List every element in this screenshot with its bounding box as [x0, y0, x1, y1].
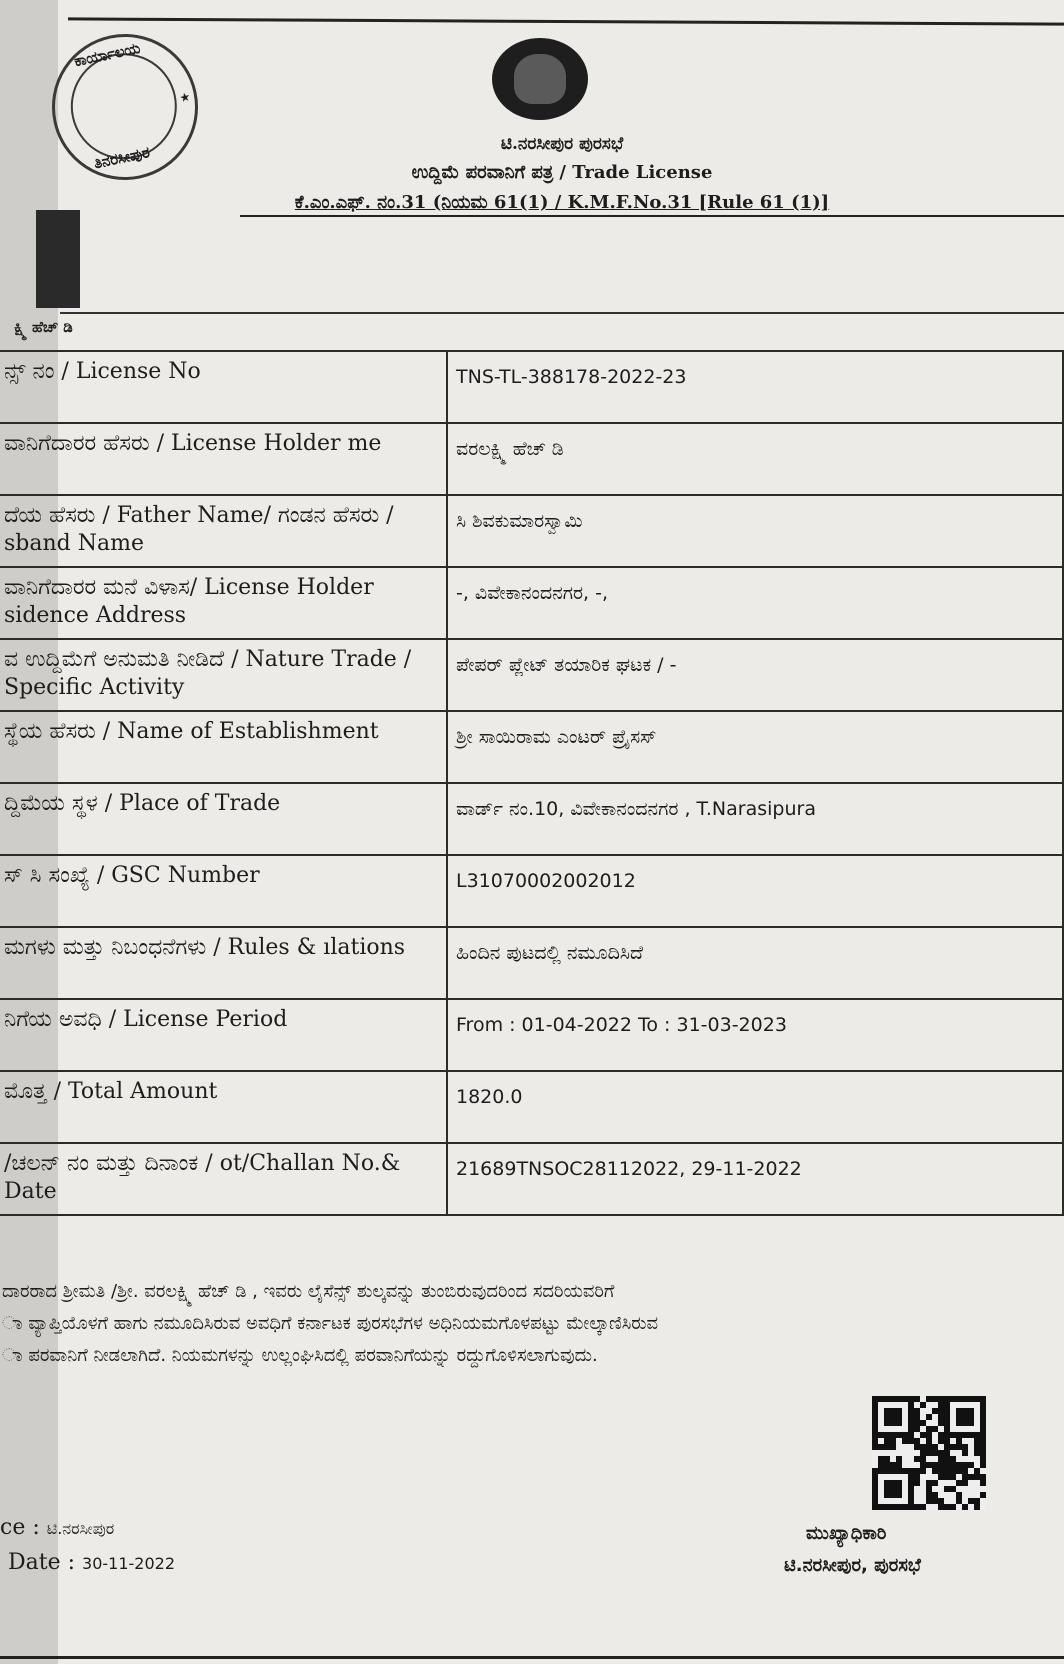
field-value: 21689TNSOC28112022, 29-11-2022: [447, 1143, 1063, 1215]
qr-module: [902, 1426, 908, 1432]
field-value: -, ವಿವೇಕಾನಂದನಗರ, -,: [447, 567, 1063, 639]
place-label: ce :: [0, 1515, 47, 1540]
section-divider: [60, 312, 1064, 314]
qr-module: [974, 1426, 980, 1432]
form-reference: ಕೆ.ಎಂ.ಎಫ್. ನಂ.31 (ನಿಯಮ 61(1) / K.M.F.No.31 [Rule 61 (1)]: [294, 192, 830, 213]
table-row: [0, 855, 1063, 927]
table-row: [0, 927, 1063, 999]
field-label: /ಚಲನ್ ನಂ ಮತ್ತು ದಿನಾಂಕ / ot/Challan No.& Date: [0, 1143, 447, 1215]
field-value: ಸಿ ಶಿವಕುಮಾರಸ್ವಾಮಿ: [447, 495, 1063, 567]
emblem-core: [514, 54, 566, 104]
table-row: [0, 639, 1063, 711]
field-label: ಸ್ ಸಿ ಸಂಖ್ಯೆ / GSC Number: [0, 855, 447, 927]
table-row: [0, 999, 1063, 1071]
qr-module: [920, 1438, 926, 1444]
place-line: [0, 1515, 114, 1540]
document-title: ಉದ್ದಿಮೆ ಪರವಾನಿಗೆ ಪತ್ರ / Trade License: [411, 162, 713, 183]
seal-top-text: ಕಾರ್ಯಾಲಯ: [72, 38, 142, 71]
qr-module: [878, 1438, 884, 1444]
field-label: ದ್ದಿಮೆಯ ಸ್ಥಳ / Place of Trade: [0, 783, 447, 855]
signer-title: ಮುಖ್ಯಾಧಿಕಾರಿ: [806, 1523, 887, 1544]
field-value: 1820.0: [447, 1071, 1063, 1143]
table-row: [0, 711, 1063, 783]
qr-module: [980, 1486, 986, 1492]
qr-module: [890, 1456, 896, 1462]
qr-module: [902, 1498, 908, 1504]
qr-module: [968, 1504, 974, 1510]
field-value: ವರಲಕ್ಷ್ಮಿ ಹೆಚ್ ಡಿ: [447, 423, 1063, 495]
qr-module: [920, 1426, 926, 1432]
field-value: ಹಿಂದಿನ ಪುಟದಲ್ಲಿ ನಮೂದಿಸಿದೆ: [447, 927, 1063, 999]
field-label: ವಾನಿಗೆದಾರರ ಮನೆ ವಿಳಾಸ/ License Holder sidence Address: [0, 567, 447, 639]
field-value: ವಾರ್ಡ್ ನಂ.10, ವಿವೇಕಾನಂದನಗರ , T.Narasipura: [447, 783, 1063, 855]
qr-module: [968, 1468, 974, 1474]
field-value: TNS-TL-388178-2022-23: [447, 351, 1063, 423]
field-label: ನಿಗೆಯ ಅವಧಿ / License Period: [0, 999, 447, 1071]
table-row: [0, 495, 1063, 567]
qr-module: [938, 1444, 944, 1450]
place-value: ಟಿ.ನರಸೀಪುರ: [46, 1519, 115, 1538]
header-underline: [240, 215, 1064, 217]
qr-module: [980, 1504, 986, 1510]
bottom-border-line: [0, 1656, 1064, 1659]
field-label: ಸ್ಥೆಯ ಹೆಸರು / Name of Establishment: [0, 711, 447, 783]
table-row: [0, 1071, 1063, 1143]
qr-module: [932, 1402, 938, 1408]
signer-office: ಟಿ.ನರಸೀಪುರ, ಪುರಸಭೆ: [784, 1555, 921, 1576]
qr-module: [932, 1504, 938, 1510]
qr-module: [914, 1462, 920, 1468]
date-label: Date :: [8, 1550, 83, 1575]
fold-dark-mark: [36, 210, 80, 308]
field-value: From : 01-04-2022 To : 31-03-2023: [447, 999, 1063, 1071]
table-row: [0, 423, 1063, 495]
seal-bottom-text: ತಿನರಸೀಪುರ: [92, 143, 152, 173]
license-notice: [0, 1276, 1064, 1372]
qr-module: [956, 1474, 962, 1480]
field-label: ನ್ಸ್ ನಂ / License No: [0, 351, 447, 423]
field-label: ವ ಉದ್ದಿಮೆಗೆ ಅನುಮತಿ ನೀಡಿದೆ / Nature Trade / Specific Activity: [0, 639, 447, 711]
field-value: L31070002002012: [447, 855, 1063, 927]
seal-star-icon: ★: [178, 89, 192, 106]
notice-line: ಾ ಪರವಾನಿಗೆ ನೀಡಲಾಗಿದೆ. ನಿಯಮಗಳನ್ನು ಉಲ್ಲಂಘಿಸಿದಲ್ಲಿ ಪರವಾನಿಗೆಯನ್ನು ರದ್ದುಗೊಳಿಸಲಾಗುವುದು.: [2, 1345, 598, 1366]
field-label: ದೆಯ ಹೆಸರು / Father Name/ ಗಂಡನ ಹೆಸರು / sband Name: [0, 495, 447, 567]
table-row: [0, 567, 1063, 639]
qr-module: [932, 1456, 938, 1462]
table-row: [0, 783, 1063, 855]
field-value: ಪೇಪರ್ ಪ್ಲೇಟ್ ತಯಾರಿಕ ಘಟಕ / -: [447, 639, 1063, 711]
qr-module: [938, 1426, 944, 1432]
karnataka-emblem-icon: [492, 38, 588, 120]
table-row: [0, 1143, 1063, 1215]
field-label: ಮಗಳು ಮತ್ತು ನಿಬಂಧನೆಗಳು / Rules & ılations: [0, 927, 447, 999]
date-line: [8, 1550, 175, 1575]
qr-module: [950, 1438, 956, 1444]
qr-module: [956, 1504, 962, 1510]
date-value: 30-11-2022: [82, 1554, 175, 1573]
license-details-table: [0, 350, 1064, 1216]
field-value: ಶ್ರೀ ಸಾಯಿರಾಮ ಎಂಟರ್ ಪ್ರೈಸಸ್: [447, 711, 1063, 783]
notice-line: ದಾರರಾದ ಶ್ರೀಮತಿ /ಶ್ರೀ. ವರಲಕ್ಷ್ಮಿ ಹೆಚ್ ಡಿ , ಇವರು ಲೈಸೆನ್ಸ್ ಶುಲ್ಕವನ್ನು ತುಂಬಿರುವುದರಿಂದ ಸದರಿಯವರಿಗೆ: [2, 1281, 615, 1302]
qr-module: [872, 1462, 878, 1468]
table-row: [0, 351, 1063, 423]
notice-line: ಾ ವ್ಯಾಪ್ತಿಯೊಳಗೆ ಹಾಗು ನಮೂದಿಸಿರುವ ಅವಧಿಗೆ ಕರ್ನಾಟಕ ಪುರಸಭೆಗಳ ಅಧಿನಿಯಮಗೊಳಪಟ್ಟು ಮೇಲ್ಕಾಣಿಸಿರುವ: [2, 1313, 659, 1334]
holder-heading: ಕ್ಷ್ಮಿ ಹೆಚ್ ಡಿ: [14, 318, 73, 336]
field-label: ಮೊತ್ತ / Total Amount: [0, 1071, 447, 1143]
qr-module: [914, 1450, 920, 1456]
qr-module: [980, 1468, 986, 1474]
municipality-name: ಟಿ.ನರಸೀಪುರ ಪುರಸಭೆ: [500, 134, 624, 154]
qr-code-icon: [872, 1396, 986, 1510]
field-label: ವಾನಿಗೆದಾರರ ಹೆಸರು / License Holder me: [0, 423, 447, 495]
